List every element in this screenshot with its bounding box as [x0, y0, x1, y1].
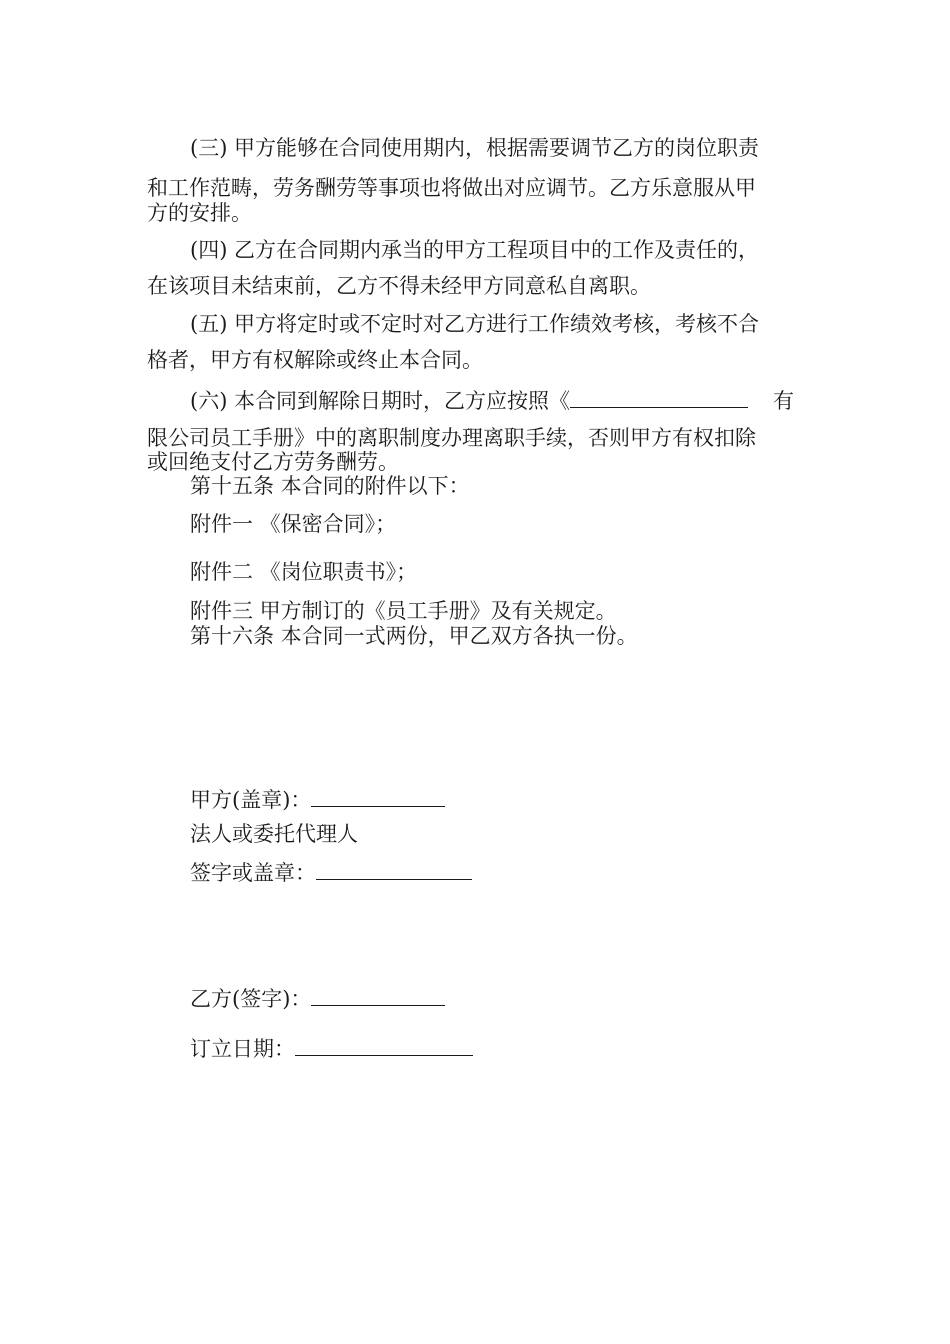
- clause-4-line-1: (四) 乙方在合同期内承当的甲方工程项目中的工作及责任的，: [190, 238, 760, 262]
- party-b-signature-row: [190, 983, 445, 1013]
- party-a-blank: [311, 784, 445, 807]
- clause-5-line-1: (五) 甲方将定时或不定时对乙方进行工作绩效考核，考核不合: [190, 312, 760, 336]
- clause-3-line-2: 和工作范畴，劳务酬劳等事项也将做出对应调节。乙方乐意服从甲: [147, 176, 756, 200]
- sign-or-seal-label: 签字或盖章：: [190, 861, 316, 885]
- sign-or-seal-blank: [316, 857, 472, 880]
- clause-6-line-1: [190, 385, 794, 415]
- attachment-1: 附件一 《保密合同》；: [190, 512, 397, 536]
- clause-6-line-1-end: 有: [773, 389, 794, 413]
- date-row: [190, 1033, 473, 1063]
- clause-3-line-1: (三) 甲方能够在合同使用期内，根据需要调节乙方的岗位职责: [190, 136, 760, 160]
- clause-5-line-2: 格者，甲方有权解除或终止本合同。: [147, 348, 483, 372]
- sign-or-seal-row: [190, 857, 472, 887]
- clause-6-line-2: 限公司员工手册》中的离职制度办理离职手续，否则甲方有权扣除: [147, 426, 756, 450]
- party-a-label: 甲方(盖章)：: [190, 788, 312, 812]
- legal-rep-label: 法人或委托代理人: [190, 822, 358, 846]
- party-a-signature-row: [190, 784, 445, 814]
- company-name-blank: [570, 385, 748, 408]
- party-b-label: 乙方(签字)：: [190, 987, 312, 1011]
- party-b-blank: [311, 983, 445, 1006]
- article-15-title: 第十五条 本合同的附件以下：: [190, 474, 470, 498]
- article-16-title: 第十六条 本合同一式两份，甲乙双方各执一份。: [190, 624, 638, 648]
- clause-6-line-1-text: (六) 本合同到解除日期时，乙方应按照《: [190, 389, 571, 413]
- clause-3-line-3: 方的安排。: [147, 201, 252, 225]
- clause-4-line-2: 在该项目未结束前，乙方不得未经甲方同意私自离职。: [147, 274, 651, 298]
- clause-6-line-3: 或回绝支付乙方劳务酬劳。: [147, 450, 399, 474]
- date-blank: [295, 1033, 473, 1056]
- attachment-3: 附件三 甲方制订的《员工手册》及有关规定。: [190, 599, 617, 623]
- attachment-2: 附件二 《岗位职责书》；: [190, 560, 418, 584]
- date-label: 订立日期：: [190, 1037, 295, 1061]
